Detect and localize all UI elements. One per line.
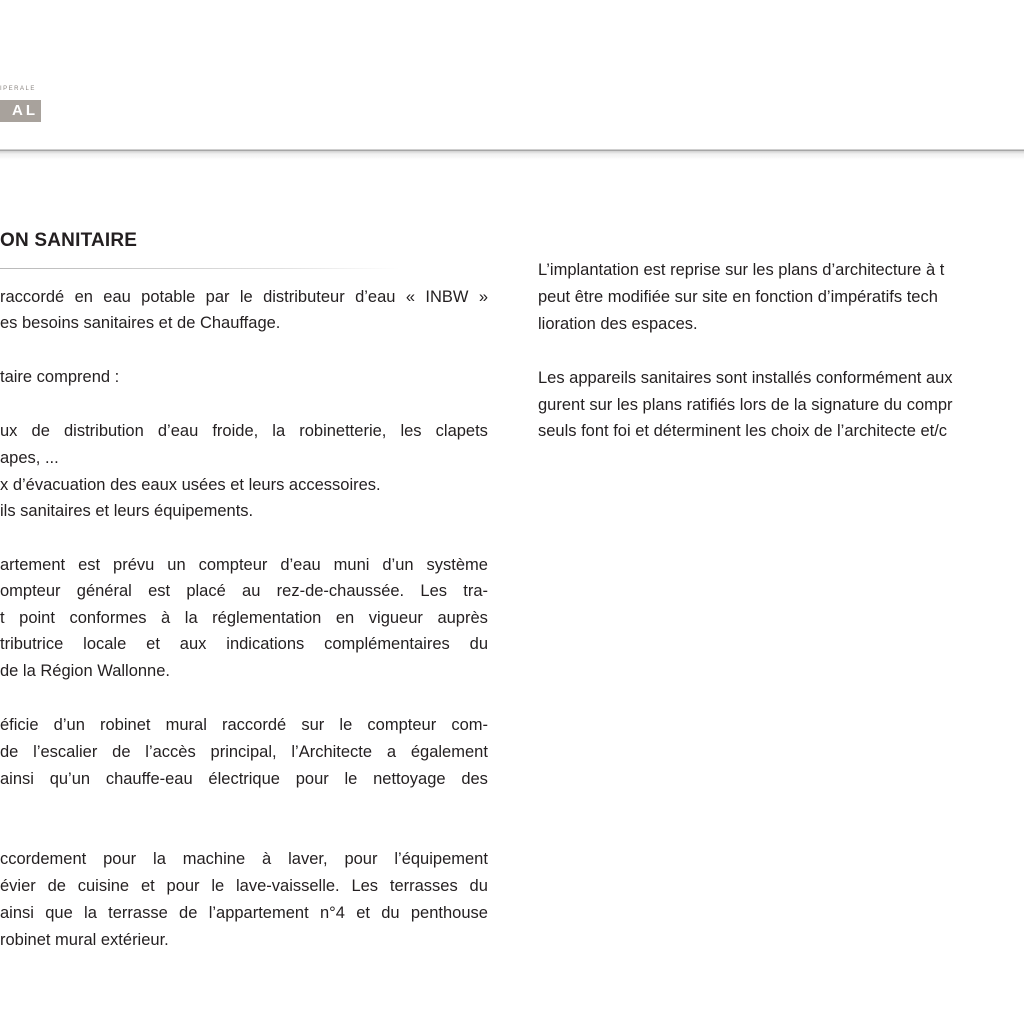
word: locale	[83, 635, 127, 653]
header-shadow	[0, 150, 1024, 160]
word: penthouse	[410, 904, 488, 922]
left-paragraph-line	[0, 769, 488, 791]
word: raccordé	[0, 288, 65, 306]
word: qu’un	[49, 770, 91, 788]
word: en	[335, 609, 355, 627]
word: l’équipement	[394, 850, 488, 868]
word: la	[84, 904, 97, 922]
word: électrique	[208, 770, 280, 788]
word: tributrice	[0, 635, 64, 653]
word: le	[211, 877, 225, 895]
word: complémentaires	[324, 635, 450, 653]
word: du	[381, 904, 400, 922]
word: Les	[420, 582, 447, 600]
word: évier	[0, 877, 36, 895]
word: »	[478, 288, 488, 306]
word: potable	[141, 288, 196, 306]
word: rez-de-chaussée.	[276, 582, 405, 600]
word: en	[74, 288, 93, 306]
word: général	[76, 582, 132, 600]
word: et	[146, 635, 160, 653]
word: robinetterie,	[299, 422, 387, 440]
right-paragraph-line: peut être modifiée sur site en fonction d’impératifs tech	[538, 288, 938, 306]
word: muni	[333, 556, 370, 574]
title-underline	[0, 268, 400, 269]
word: mural	[165, 716, 207, 734]
left-paragraph-line	[0, 634, 488, 656]
left-paragraph-line	[0, 742, 488, 764]
word: chauffe-eau	[105, 770, 193, 788]
word: artement	[0, 556, 66, 574]
word: l’Architecte	[291, 743, 373, 761]
word: ccordement	[0, 850, 87, 868]
word: laver,	[288, 850, 328, 868]
word: sur	[301, 716, 325, 734]
left-paragraph-line	[0, 849, 488, 871]
word: ainsi	[0, 770, 34, 788]
word: indications	[226, 635, 305, 653]
left-paragraph-line	[0, 555, 488, 577]
left-paragraph-line	[0, 581, 488, 603]
word: et	[356, 904, 370, 922]
word: également	[410, 743, 488, 761]
left-paragraph-line: taire comprend :	[0, 368, 120, 386]
left-paragraph-line: ils sanitaires et leurs équipements.	[0, 502, 254, 520]
word: est	[148, 582, 171, 600]
word: ompteur	[0, 582, 61, 600]
word: lave-vaisselle.	[236, 877, 340, 895]
word: éficie	[0, 716, 39, 734]
right-paragraph-line: gurent sur les plans ratifiés lors de la signature du compr	[538, 396, 953, 414]
word: de	[179, 904, 198, 922]
word: conformes	[69, 609, 147, 627]
logo-tagline: IPERALE	[0, 86, 36, 92]
left-paragraph-line: de la Région Wallonne.	[0, 662, 170, 680]
left-paragraph-line: apes, ...	[0, 449, 59, 467]
right-paragraph-line: lioration des espaces.	[538, 315, 698, 333]
word: pour	[166, 877, 200, 895]
word: la	[184, 609, 198, 627]
left-paragraph-line	[0, 903, 488, 925]
word: des	[461, 770, 488, 788]
word: d’un	[382, 556, 414, 574]
word: à	[161, 609, 171, 627]
word: auprès	[437, 609, 488, 627]
word: compteur	[198, 556, 268, 574]
word: du	[469, 877, 488, 895]
word: nettoyage	[373, 770, 446, 788]
left-paragraph-line: x d’évacuation des eaux usées et leurs accessoires.	[0, 476, 381, 494]
left-paragraph-line	[0, 421, 488, 443]
word: machine	[182, 850, 246, 868]
word: vigueur	[368, 609, 423, 627]
right-paragraph-line: seuls font foi et déterminent les choix de l’architecte et/c	[538, 422, 948, 440]
word: le	[339, 716, 353, 734]
word: d’eau	[157, 422, 199, 440]
left-paragraph-line: es besoins sanitaires et de Chauffage.	[0, 314, 281, 332]
word: pour	[295, 770, 329, 788]
word: au	[242, 582, 261, 600]
word: raccordé	[222, 716, 287, 734]
word: un	[167, 556, 186, 574]
word: le	[239, 288, 253, 306]
page-header	[0, 0, 1024, 150]
word: du	[469, 635, 488, 653]
word: «	[405, 288, 415, 306]
word: de	[31, 422, 50, 440]
word: de	[112, 743, 131, 761]
word: principal,	[210, 743, 277, 761]
word: l’escalier	[33, 743, 98, 761]
word: réglementation	[212, 609, 322, 627]
word: point	[19, 609, 55, 627]
left-paragraph-line	[0, 715, 488, 737]
word: et	[140, 877, 155, 895]
word: de	[0, 743, 19, 761]
section-title: ON SANITAIRE	[0, 230, 138, 251]
word: d’eau	[280, 556, 321, 574]
word: d’eau	[355, 288, 396, 306]
right-paragraph-line: Les appareils sanitaires sont installés conformément aux	[538, 369, 953, 387]
word: pour	[103, 850, 137, 868]
word: ainsi	[0, 904, 34, 922]
word: à	[262, 850, 272, 868]
right-paragraph-line: L’implantation est reprise sur les plans d’architecture à t	[538, 261, 945, 279]
word: distribution	[63, 422, 144, 440]
word: tra-	[463, 582, 488, 600]
left-paragraph-line	[0, 876, 488, 898]
word: t	[0, 609, 5, 627]
word: n°4	[319, 904, 345, 922]
word: INBW	[425, 288, 469, 306]
word: com-	[451, 716, 488, 734]
word: système	[426, 556, 488, 574]
left-paragraph-line: robinet mural extérieur.	[0, 931, 169, 949]
word: la	[272, 422, 286, 440]
word: pour	[344, 850, 378, 868]
word: de	[47, 877, 66, 895]
word: aux	[179, 635, 207, 653]
word: clapets	[435, 422, 488, 440]
word: eau	[103, 288, 131, 306]
word: les	[400, 422, 422, 440]
word: compteur	[367, 716, 437, 734]
word: l’accès	[145, 743, 196, 761]
word: a	[386, 743, 397, 761]
word: terrasse	[108, 904, 168, 922]
word: l’appartement	[208, 904, 309, 922]
word: Les	[351, 877, 379, 895]
word: cuisine	[77, 877, 130, 895]
word: prévu	[113, 556, 155, 574]
word: robinet	[100, 716, 151, 734]
word: terrasses	[389, 877, 458, 895]
left-paragraph-line	[0, 287, 488, 309]
word: d’un	[53, 716, 85, 734]
word: placé	[186, 582, 226, 600]
logo-mark: AL	[0, 100, 41, 122]
word: que	[45, 904, 73, 922]
word: ux	[0, 422, 18, 440]
word: est	[78, 556, 101, 574]
word: la	[153, 850, 166, 868]
word: le	[344, 770, 358, 788]
word: distributeur	[263, 288, 345, 306]
word: froide,	[212, 422, 259, 440]
word: par	[205, 288, 230, 306]
left-paragraph-line	[0, 608, 488, 630]
